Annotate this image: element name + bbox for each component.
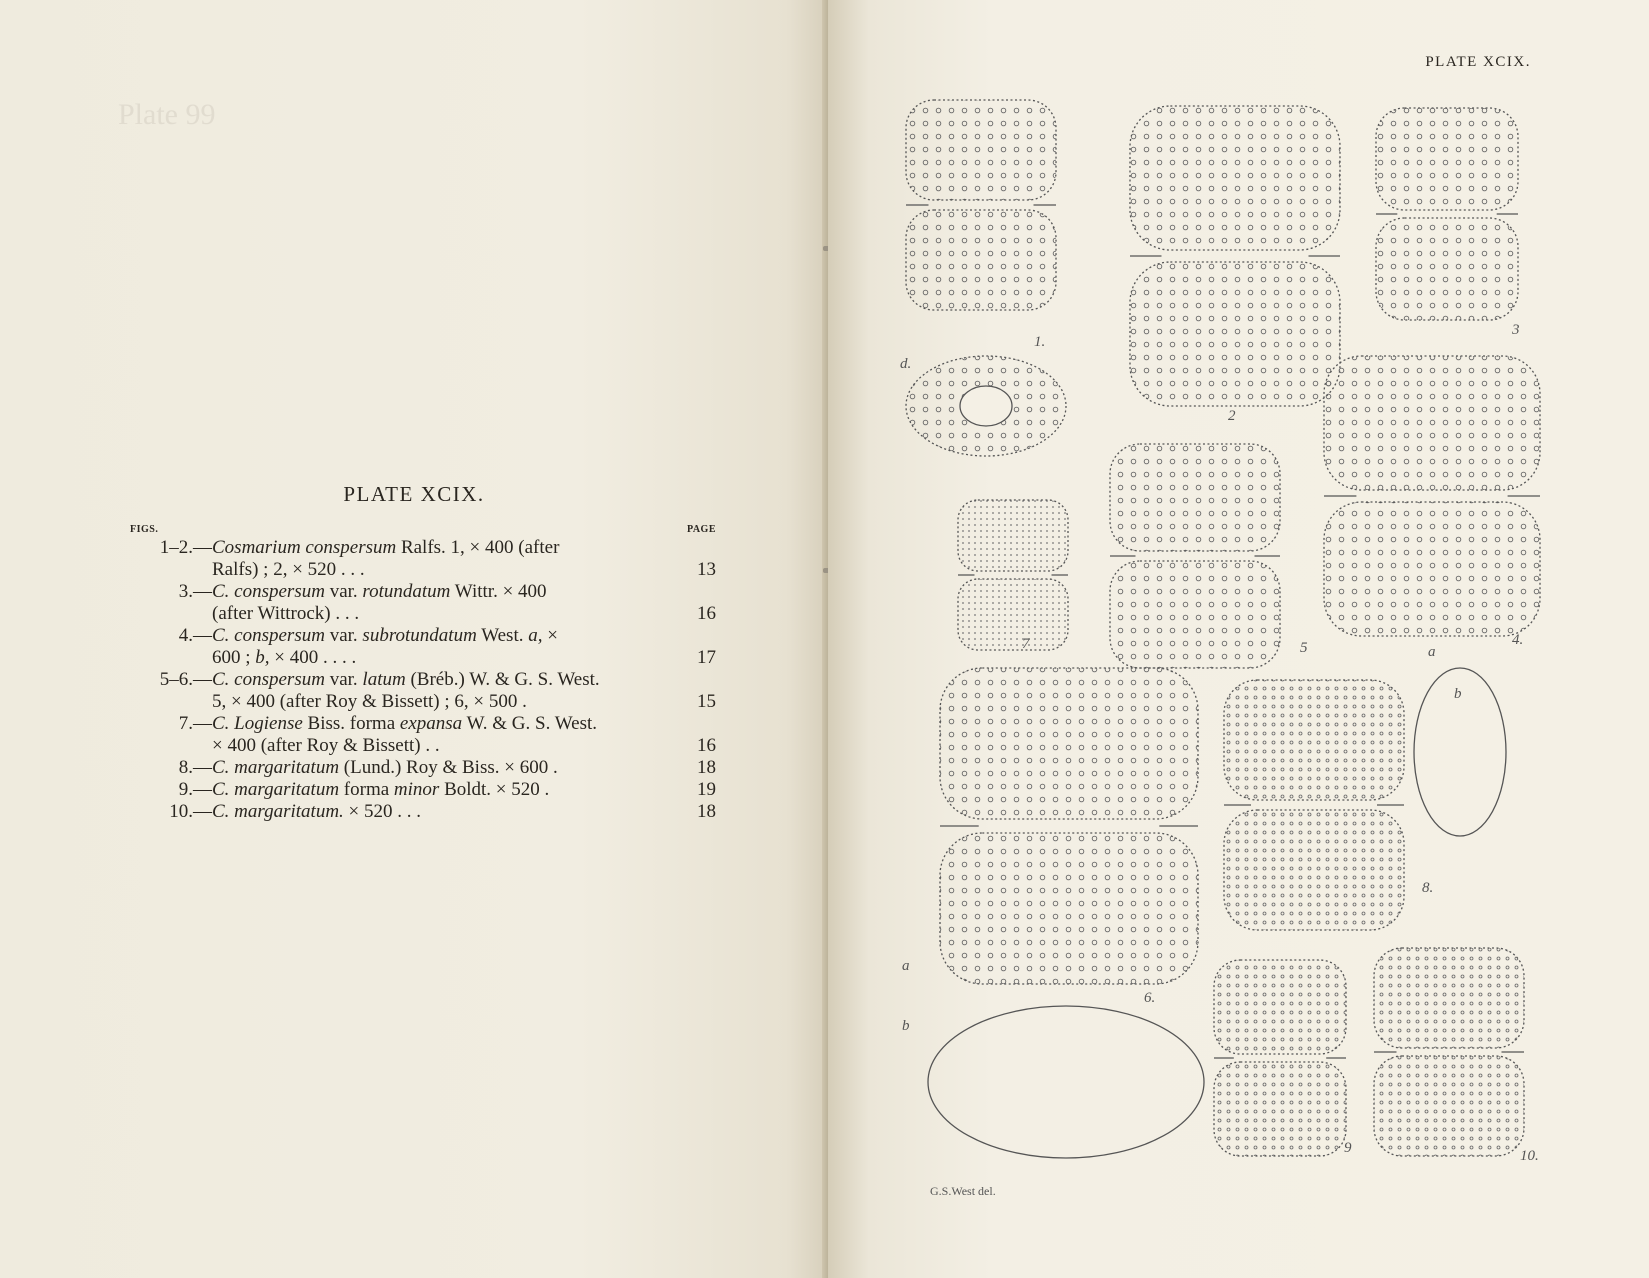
legend-line bbox=[130, 735, 716, 757]
figure-label: 8. bbox=[1422, 880, 1434, 896]
figure-number: 3.— bbox=[178, 581, 212, 602]
taxon-name: expansa bbox=[399, 713, 463, 734]
legend-fragment: Wittr. × 400 bbox=[450, 581, 547, 602]
legend-fragment: var. bbox=[324, 625, 363, 646]
page-number bbox=[660, 713, 716, 735]
legend-line bbox=[130, 647, 716, 669]
taxon-name: a, bbox=[528, 625, 543, 646]
figure-number bbox=[130, 559, 212, 581]
figure-label: b bbox=[1454, 686, 1462, 702]
figure-8-upper-semicell bbox=[1224, 680, 1404, 800]
legend-fragment: × bbox=[542, 625, 558, 646]
legend-line bbox=[130, 581, 716, 603]
legend-fragment: Boldt. × 520 . bbox=[439, 779, 550, 800]
figure-10-lower-semicell bbox=[1374, 1056, 1524, 1156]
legend-text bbox=[212, 713, 660, 735]
legend-line bbox=[130, 669, 716, 691]
page-number: 13 bbox=[697, 559, 716, 580]
legend-fragment: × 400 . . . . bbox=[269, 647, 357, 668]
figure-label: a bbox=[902, 958, 910, 974]
figs-column-header: FIGS. bbox=[130, 524, 159, 535]
figure-number bbox=[130, 691, 212, 713]
figure-2-lower-semicell bbox=[1130, 262, 1340, 406]
taxon-name: C. conspersum bbox=[212, 625, 325, 646]
legend-line bbox=[130, 691, 716, 713]
legend-text bbox=[212, 581, 660, 603]
figure-number: 4.— bbox=[178, 625, 212, 646]
legend-fragment: West. bbox=[476, 625, 529, 646]
legend-fragment: forma bbox=[339, 779, 394, 800]
figure-7-upper-semicell bbox=[958, 500, 1068, 571]
figure-number bbox=[130, 603, 212, 625]
legend-line bbox=[130, 757, 716, 779]
legend-fragment: (Bréb.) W. & G. S. West. bbox=[405, 669, 600, 690]
legend-fragment: × 520 . . . bbox=[343, 801, 422, 822]
figure-label: d. bbox=[900, 356, 912, 372]
figure-label: 4. bbox=[1512, 632, 1524, 648]
legend-text bbox=[212, 625, 660, 647]
figure-number: 1–2.— bbox=[159, 537, 212, 558]
figure-number: 9.— bbox=[178, 779, 212, 800]
page-number: 16 bbox=[697, 735, 716, 756]
legend-text bbox=[212, 691, 660, 713]
figure-5-lower-semicell bbox=[1110, 561, 1280, 668]
taxon-name: C. margaritatum bbox=[212, 757, 340, 778]
legend-line bbox=[130, 801, 716, 823]
page-number bbox=[660, 625, 716, 647]
taxon-name: C. conspersum bbox=[212, 581, 325, 602]
taxon-name: C. margaritatum. bbox=[212, 801, 344, 822]
figure-4a-lower-semicell bbox=[1324, 502, 1540, 636]
legend-text bbox=[212, 757, 660, 779]
figure-6a-lower-semicell bbox=[940, 833, 1198, 984]
legend-line bbox=[130, 559, 716, 581]
figure-number: 8.— bbox=[178, 757, 212, 778]
figure-label: 9 bbox=[1344, 1140, 1352, 1156]
figure-3-lower-semicell bbox=[1376, 218, 1518, 320]
legend-text bbox=[212, 559, 660, 581]
legend-line bbox=[130, 625, 716, 647]
figure-8-lower-semicell bbox=[1224, 810, 1404, 930]
figure-label: 10. bbox=[1520, 1148, 1539, 1164]
legend-fragment: × 400 (after Roy & Bissett) . . bbox=[212, 735, 440, 756]
legend-text bbox=[212, 801, 660, 823]
page-number: 15 bbox=[697, 691, 716, 712]
page-number bbox=[660, 581, 716, 603]
legend-text bbox=[212, 779, 660, 801]
figure-label: b bbox=[902, 1018, 910, 1034]
figure-2-upper-semicell bbox=[1130, 106, 1340, 250]
figure-number: 7.— bbox=[178, 713, 212, 734]
taxon-name: subrotundatum bbox=[362, 625, 477, 646]
legend-text bbox=[212, 669, 660, 691]
legend-fragment: (Lund.) Roy & Biss. × 600 . bbox=[339, 757, 558, 778]
figure-4a-upper-semicell bbox=[1324, 356, 1540, 490]
figure-7-lower-semicell bbox=[958, 579, 1068, 650]
taxon-name: latum bbox=[362, 669, 406, 690]
legend-fragment: 600 ; bbox=[212, 647, 256, 668]
plate-illustration bbox=[828, 0, 1649, 1278]
page-number bbox=[660, 669, 716, 691]
legend-fragment: Ralfs. 1, × 400 (after bbox=[396, 537, 560, 558]
legend-lines bbox=[130, 537, 716, 823]
figure-1-lower-semicell bbox=[906, 210, 1056, 310]
figure-10-upper-semicell bbox=[1374, 948, 1524, 1048]
plate-title-right: PLATE XCIX. bbox=[1425, 54, 1531, 70]
legend-text bbox=[212, 735, 660, 757]
figure-9-upper-semicell bbox=[1214, 960, 1346, 1054]
page-number: 18 bbox=[697, 757, 716, 778]
figure-number: 5–6.— bbox=[159, 669, 212, 690]
figure-1-upper-semicell bbox=[906, 100, 1056, 200]
figure-label: 6. bbox=[1144, 990, 1156, 1006]
figure-1d-pore bbox=[960, 386, 1012, 426]
legend-fragment: Ralfs) ; 2, × 520 . . . bbox=[212, 559, 365, 580]
taxon-name: C. Logiense bbox=[212, 713, 303, 734]
figure-number bbox=[130, 647, 212, 669]
figure-number bbox=[130, 735, 212, 757]
figure-6b-end-view bbox=[928, 1006, 1204, 1158]
figure-5-upper-semicell bbox=[1110, 444, 1280, 551]
legend-line bbox=[130, 537, 716, 559]
figure-3-upper-semicell bbox=[1376, 108, 1518, 210]
illustrator-credit: G.S.West del. bbox=[930, 1184, 996, 1198]
taxon-name: C. margaritatum bbox=[212, 779, 340, 800]
ghost-stamp: Plate 99 bbox=[118, 98, 216, 131]
page-number: 19 bbox=[697, 779, 716, 800]
legend-text bbox=[212, 647, 660, 669]
plate-title-left: PLATE XCIX. bbox=[343, 482, 485, 506]
legend-fragment: W. & G. S. West. bbox=[462, 713, 597, 734]
legend-header bbox=[130, 524, 716, 535]
figure-label: 3 bbox=[1512, 322, 1520, 338]
figure-label: a bbox=[1428, 644, 1436, 660]
legend-fragment: 5, × 400 (after Roy & Bissett) ; 6, × 500 . bbox=[212, 691, 527, 712]
page-column-header: PAGE bbox=[686, 524, 716, 535]
legend-line bbox=[130, 713, 716, 735]
legend-line bbox=[130, 603, 716, 625]
legend-text bbox=[212, 537, 660, 559]
figure-label: 5 bbox=[1300, 640, 1308, 656]
figure-label: 2 bbox=[1228, 408, 1236, 424]
figure-label: 7 bbox=[1022, 636, 1030, 652]
legend-fragment: (after Wittrock) . . . bbox=[212, 603, 360, 624]
legend-fragment: var. bbox=[324, 581, 363, 602]
legend-fragment: Biss. forma bbox=[302, 713, 400, 734]
legend-text bbox=[212, 603, 660, 625]
figure-label: 1. bbox=[1034, 334, 1046, 350]
taxon-name: C. conspersum bbox=[212, 669, 325, 690]
taxon-name: minor bbox=[393, 779, 440, 800]
legend-line bbox=[130, 779, 716, 801]
figure-9-lower-semicell bbox=[1214, 1062, 1346, 1156]
figure-number: 10.— bbox=[169, 801, 212, 822]
figure-legend bbox=[130, 524, 716, 823]
page-number: 16 bbox=[697, 603, 716, 624]
legend-fragment: var. bbox=[324, 669, 363, 690]
taxon-name: rotundatum bbox=[362, 581, 451, 602]
taxon-name: b, bbox=[255, 647, 270, 668]
figure-6a-upper-semicell bbox=[940, 668, 1198, 819]
taxon-name: Cosmarium conspersum bbox=[212, 537, 397, 558]
page-number bbox=[660, 537, 716, 559]
page-number: 18 bbox=[697, 801, 716, 822]
page-number: 17 bbox=[697, 647, 716, 668]
